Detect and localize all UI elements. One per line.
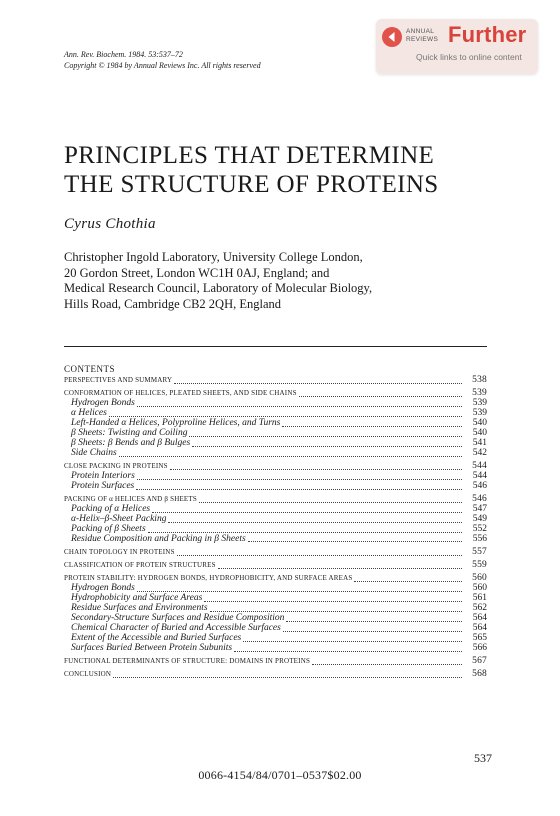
toc-entry-label: Extent of the Accessible and Buried Surfaces <box>71 632 242 643</box>
copyright-line: Copyright © 1984 by Annual Reviews Inc. All rights reserved <box>64 61 261 70</box>
affiliation-line: Medical Research Council, Laboratory of Molecular Biology, <box>64 281 373 296</box>
affiliation-line: 20 Gordon Street, London WC1H 0AJ, England; and <box>64 265 330 280</box>
toc-leader <box>192 446 462 447</box>
section-divider <box>64 346 487 347</box>
toc-entry-page: 540 <box>472 427 487 438</box>
toc-entry-page: 538 <box>472 374 487 385</box>
affiliation-line: Christopher Ingold Laboratory, University College London, <box>64 250 363 264</box>
toc-leader <box>119 456 462 457</box>
toc-entry-page: 562 <box>472 603 487 614</box>
toc-entry-label: Chemical Character of Buried and Accessible Surfaces <box>71 622 281 633</box>
toc-entry-page: 544 <box>472 470 487 481</box>
page-number: 537 <box>474 751 492 765</box>
toc-entry-label: Surfaces Buried Between Protein Subunits <box>71 642 233 653</box>
toc-entry-label: β Sheets: β Bends and β Bulges <box>71 437 191 448</box>
toc-leader <box>152 512 462 513</box>
toc-entry <box>64 548 487 558</box>
arrow-left-icon <box>382 27 402 47</box>
toc-entry <box>64 376 487 386</box>
toc-leader <box>189 436 462 437</box>
toc-entry-page: 564 <box>472 612 487 623</box>
toc-entry-page: 541 <box>472 437 487 448</box>
toc-entry <box>64 482 487 492</box>
toc-leader <box>243 641 462 642</box>
toc-entry-label: PACKING OF α HELICES AND β SHEETS <box>64 494 197 503</box>
toc-leader <box>354 581 462 582</box>
toc-entry <box>64 561 487 571</box>
toc-entry <box>64 449 487 459</box>
toc-entry-label: CONFORMATION OF HELICES, PLEATED SHEETS, AND SIDE CHAINS <box>64 389 297 398</box>
toc-leader <box>170 469 462 470</box>
toc-entry-label: Secondary-Structure Surfaces and Residue Composition <box>71 612 285 623</box>
toc-entry-label: CHAIN TOPOLOGY IN PROTEINS <box>64 547 175 556</box>
toc-entry-page: 546 <box>472 480 487 491</box>
toc-entry-label: Left-Handed α Helices, Polyproline Helices, and Turns <box>71 417 281 428</box>
annual-reviews-logo: ANNUAL REVIEWS <box>406 28 439 43</box>
toc-entry <box>64 535 487 545</box>
toc-entry-label: Hydrogen Bonds <box>71 583 135 594</box>
toc-entry-page: 539 <box>472 398 487 409</box>
toc-leader <box>299 396 462 397</box>
toc-entry-page: 567 <box>472 655 487 666</box>
toc-entry-label: Hydrogen Bonds <box>71 398 135 409</box>
toc-leader <box>137 591 462 592</box>
table-of-contents <box>64 376 487 680</box>
toc-leader <box>136 489 462 490</box>
toc-leader <box>174 383 462 384</box>
toc-leader <box>199 502 462 503</box>
toc-entry-label: Residue Surfaces and Environments <box>71 603 208 614</box>
article-code: 0066-4154/84/0701–0537$02.00 <box>198 768 362 782</box>
toc-entry <box>64 670 487 680</box>
toc-entry-label: β Sheets: Twisting and Coiling <box>71 427 188 438</box>
toc-entry-label: Hydrophobicity and Surface Areas <box>71 593 203 604</box>
toc-leader <box>113 677 462 678</box>
toc-leader <box>282 426 462 427</box>
toc-leader <box>312 664 462 665</box>
toc-entry-page: 560 <box>472 573 487 584</box>
toc-leader <box>204 601 462 602</box>
toc-leader <box>177 555 462 556</box>
toc-entry-label: Residue Composition and Packing in β Sheets <box>71 533 246 544</box>
toc-entry <box>64 644 487 654</box>
toc-entry-label: FUNCTIONAL DETERMINANTS OF STRUCTURE: DOMAINS IN PROTEINS <box>64 656 311 665</box>
toc-entry-page: 540 <box>472 417 487 428</box>
toc-entry <box>64 439 487 449</box>
toc-leader <box>283 631 462 632</box>
toc-entry-page: 556 <box>472 533 487 544</box>
toc-entry-page: 559 <box>472 560 487 571</box>
toc-leader <box>148 532 462 533</box>
toc-entry-label: α-Helix–β-Sheet Packing <box>71 513 167 524</box>
toc-leader <box>168 522 462 523</box>
toc-entry-page: 544 <box>472 460 487 471</box>
further-links-badge[interactable] <box>376 19 538 74</box>
toc-entry-page: 568 <box>472 669 487 680</box>
quick-links-text: Quick links to online content <box>416 52 522 62</box>
toc-entry-label: Packing of β Sheets <box>71 523 146 534</box>
toc-entry-label: Side Chains <box>71 447 117 458</box>
contents-heading: CONTENTS <box>64 364 115 374</box>
toc-leader <box>234 651 462 652</box>
affiliation <box>64 250 372 312</box>
toc-entry-page: 542 <box>472 447 487 458</box>
toc-entry-page: 547 <box>472 503 487 514</box>
title-line: PRINCIPLES THAT DETERMINE <box>64 142 435 169</box>
toc-entry-page: 560 <box>472 583 487 594</box>
toc-entry-page: 557 <box>472 546 487 557</box>
toc-entry-label: CONCLUSION <box>64 670 112 679</box>
author-name: Cyrus Chothia <box>64 216 156 232</box>
toc-entry-page: 549 <box>472 513 487 524</box>
toc-entry-page: 546 <box>472 493 487 504</box>
toc-entry-page: 561 <box>472 593 487 604</box>
toc-leader <box>109 416 462 417</box>
toc-entry-label: Protein Surfaces <box>71 480 135 491</box>
toc-entry-label: Protein Interiors <box>71 470 135 481</box>
article-title <box>64 141 439 199</box>
toc-leader <box>248 541 462 542</box>
toc-entry-page: 552 <box>472 523 487 534</box>
toc-entry-label: PROTEIN STABILITY: HYDROGEN BONDS, HYDROPHOBICITY, AND SURFACE AREAS <box>64 574 353 583</box>
toc-leader <box>286 621 462 622</box>
title-line: THE STRUCTURE OF PROTEINS <box>64 171 439 198</box>
toc-entry-label: CLASSIFICATION OF PROTEIN STRUCTURES <box>64 561 216 570</box>
further-label: Further <box>448 22 527 47</box>
affiliation-line: Hills Road, Cambridge CB2 2QH, England <box>64 296 281 311</box>
toc-leader <box>137 479 462 480</box>
toc-entry-label: Packing of α Helices <box>71 503 151 514</box>
toc-leader <box>210 611 462 612</box>
toc-entry-label: α Helices <box>71 408 107 419</box>
toc-leader <box>218 568 462 569</box>
toc-entry-label: PERSPECTIVES AND SUMMARY <box>64 375 173 384</box>
toc-entry-page: 566 <box>472 642 487 653</box>
toc-entry-page: 539 <box>472 408 487 419</box>
toc-entry-page: 539 <box>472 388 487 399</box>
toc-entry-page: 565 <box>472 632 487 643</box>
toc-entry <box>64 399 487 409</box>
journal-citation <box>64 49 261 71</box>
toc-entry-page: 564 <box>472 622 487 633</box>
toc-entry-label: CLOSE PACKING IN PROTEINS <box>64 461 168 470</box>
journal-line: Ann. Rev. Biochem. 1984. 53:537–72 <box>64 50 183 59</box>
toc-leader <box>137 406 462 407</box>
toc-entry <box>64 657 487 667</box>
